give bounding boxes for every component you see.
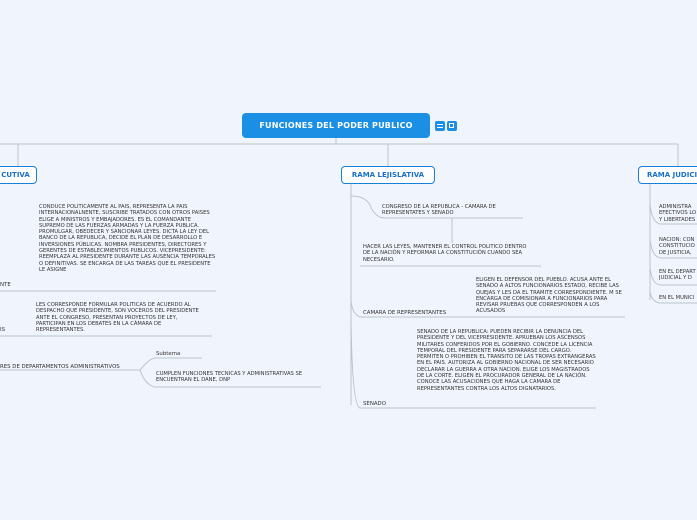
senado-description[interactable]: SENADO DE LA REPUBLICA: PUEDEN RECIBIR LA DENUNCIA DEL PRESIDENTE Y DEL VICEPRESIDENTE. APRUEBAN LOS ASCENSOS MILITARES CONFERIDOS POR EL GOBIERNO. CONCEDE LA LICENCIA TEMPORAL DEL PRESIDENTE PARA SEPARARSE DEL CARGO. PERMITEN O PROHIBEN EL TRANSITO DE LAS TROPAS EXTRANGERAS EN EL PAIS. AUTORIZA AL GOBIERNO NACIONAL DE SER NECESARIO DECLARAR LA GUERRA A OTRA NACION. ELIGE LOS MAGISTRADOS DE LA CORTE. ELIGEN EL PROCURADOR GENERAL DE LA NACIÓN. CONOCE LAS ACUSACIONES QUE HAGA LA CAMARA DE REPRESENTANTES CONTRA LOS ALTOS DIGNATARIOS.	[417, 329, 596, 392]
topic-presidente[interactable]: NTE	[0, 282, 11, 288]
notes-icon[interactable]	[435, 121, 445, 131]
topic-senado[interactable]: SENADO	[363, 401, 386, 407]
congreso-topic[interactable]: CONGRESO DE LA REPUBLICA - CAMARA DE REPRESENTATES Y SENADO	[382, 204, 496, 217]
branch-rama-ejecutiva[interactable]	[0, 166, 37, 184]
directores-description[interactable]: CUMPLEN FUNCIONES TECNICAS Y ADMINISTRATIVAS SE ENCUENTRAN EL DANE, DNP	[156, 371, 303, 384]
topic-camara[interactable]: CAMARA DE REPRESENTANTES	[363, 310, 447, 316]
judicial-item-4[interactable]: EN EL MUNICI	[659, 295, 695, 301]
central-topic-title: FUNCIONES DEL PODER PUBLICO	[259, 121, 413, 130]
legislativa-function[interactable]: HACER LAS LEYES, MANTENER EL CONTROL POLITICO DENTRO DE LA NACIÓN Y REFORMAR LA CONSTITUCIÓN CUANDO SEA NECESARIO.	[363, 244, 527, 263]
central-topic[interactable]	[242, 113, 430, 138]
central-topic-icons	[435, 121, 457, 131]
branch-title: RAMA JUDICI	[647, 171, 697, 179]
branch-rama-judicial[interactable]	[638, 166, 697, 184]
link-icon[interactable]	[447, 121, 457, 131]
judicial-item-3[interactable]: EN EL DEPART JUDICIAL Y D	[659, 269, 696, 282]
judicial-item-2[interactable]: NACION: CON CONSTITUCIO DE JUSTICIA,	[659, 237, 695, 256]
branch-title: RAMA LEJISLATIVA	[351, 171, 425, 179]
camara-description[interactable]: ELIGEN EL DEFENSOR DEL PUEBLO. ACUSA ANTE EL SENADO A ALTOS FUNCIONARIOS ESTADO, RECIBE LAS QUEJAS Y LES DA EL TRAMITE CORRESPONDIENTE. M SE ENCARGA DE COMISIONAR A FUNCIONARIOS PARA REVISAR PRUEBAS QUE CORRESPONDEN A LOS ACUSADOS	[476, 277, 622, 315]
presidente-description[interactable]: CONDUCE POLITICAMENTE AL PAIS, REPRESENTA LA PAIS INTERNACIONALNENTE, SUSCRIBE TRATADOS CON OTROS PAISES ELIGE A MINISTROS Y EMBAJADORES. ES EL COMANDANTE SUPREMO DE LAS FUERZAS ARMADAS Y LA FUERZA PUBLICA. PROMULGAR, OBEDECER Y SANCIONAR LEYES. DICTA LA LEY DEL BANCO DE LA REPUBLICA, DECIDE EL PLAN DE DESARROLLO E INVERSIONES PÚBLICAS. NOMBRA PRESIDENTES, DIRECTORES Y GERENTES DE ESTABLECIMIENTOS PUBLICOS. VICEPRESIDENTE: REEMPLAZA AL PRESIDENTE DURANTE LAS AUSENCIA TEMPORALES O DEFINITIVAS. SE ENCARGA DE LAS TAREAS QUE EL PRESIDENTE LE ASIGNE	[39, 204, 216, 273]
branch-rama-legislativa[interactable]	[341, 166, 435, 184]
subtopic-subtema[interactable]: Subtema	[156, 351, 181, 357]
judicial-item-1[interactable]: ADMINISTRA EFECTIVOS LO Y LIBERTADES	[659, 204, 697, 223]
topic-directores[interactable]: RES DE DEPARTAMENTOS ADMINISTRATIVOS	[0, 364, 120, 370]
branch-title: CUTIVA	[1, 171, 30, 179]
topic-ministros[interactable]: IS	[0, 327, 6, 333]
ministros-description[interactable]: LES CORRESPONDE FORMULAR POLITICAS DE ACUERDO AL DESPACHO QUE PRESIDENTE, SON VOCEROS DEL PRESIDENTE ANTE EL CONGRESO, PRESENTAN PROYECTOS DE LEY, PARTICIPAN EN LOS DEBATES EN LA CÁMARA DE REPRESENTANTES.	[36, 302, 199, 334]
